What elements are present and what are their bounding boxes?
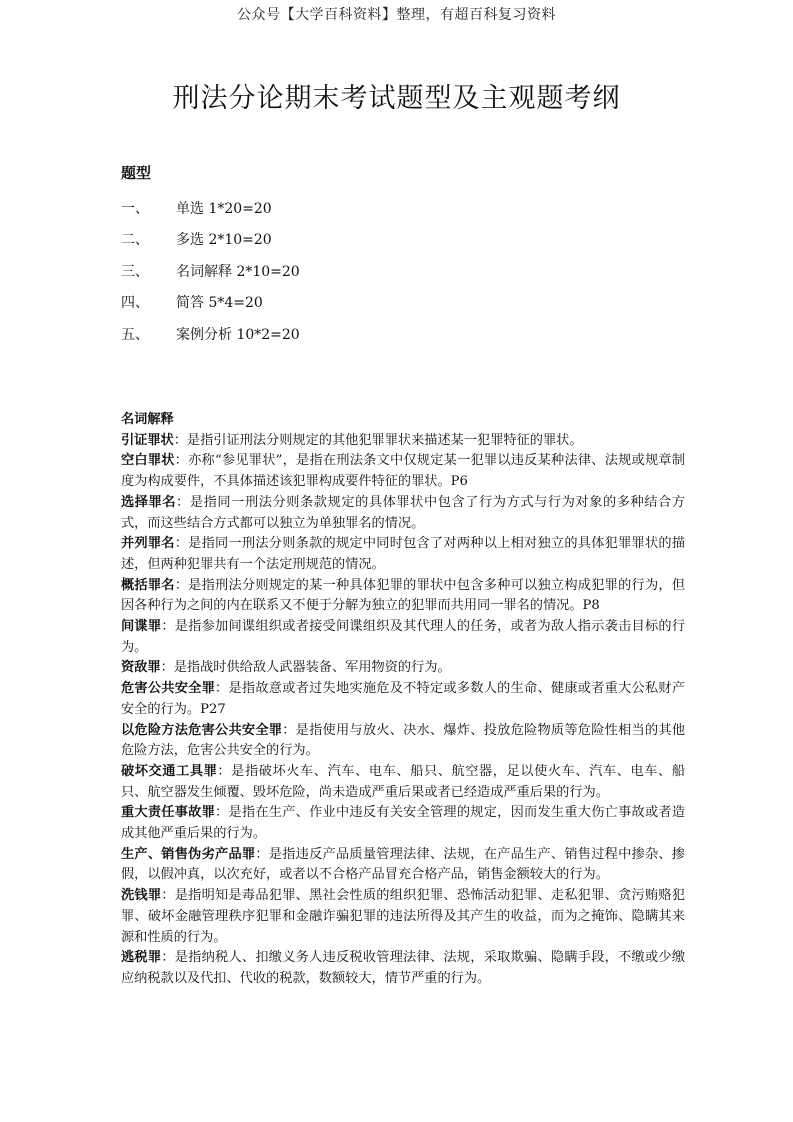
question-type-text: 简答 5*4=20 bbox=[176, 295, 263, 312]
question-types-heading: 题型 bbox=[121, 164, 152, 182]
question-type-text: 单选 1*20=20 bbox=[176, 200, 272, 217]
definition-item bbox=[121, 576, 685, 617]
page-title: 刑法分论期末考试题型及主观题考纲 bbox=[172, 83, 621, 114]
definitions-section bbox=[121, 410, 685, 990]
question-type-item bbox=[121, 287, 681, 319]
question-type-number: 一、 bbox=[121, 200, 149, 217]
definition-item bbox=[121, 534, 685, 575]
definition-item bbox=[121, 845, 685, 886]
definition-term: 概括罪名 bbox=[121, 577, 175, 593]
definitions-heading: 名词解释 bbox=[121, 412, 174, 427]
definition-term: 重大责任事故罪 bbox=[121, 805, 216, 821]
question-type-text: 案例分析 10*2=20 bbox=[176, 326, 300, 343]
definition-text: ：是指战时供给敌人武器装备、军用物资的行为。 bbox=[160, 660, 451, 676]
definition-text: ：是指故意或者过失地实施危及不特定或多数人的生命、健康或者重大公私财产安全的行为。P27 bbox=[121, 681, 686, 717]
definition-term: 以危险方法危害公共安全罪 bbox=[121, 722, 283, 738]
definition-term: 选择罪名 bbox=[121, 494, 177, 510]
question-type-number: 四、 bbox=[121, 295, 149, 312]
definition-item bbox=[121, 679, 685, 720]
definition-item bbox=[121, 658, 685, 679]
definition-text: ：是指参加间谍组织或者接受间谍组织及其代理人的任务，或者为敌人指示袭击目标的行为。 bbox=[121, 619, 686, 655]
page-header: 公众号【大学百科资料】整理，有超百科复习资料 bbox=[237, 7, 556, 23]
question-type-number: 三、 bbox=[121, 263, 149, 280]
definition-text: ：是指引证刑法分则规定的其他犯罪罪状来描述某一犯罪特征的罪状。 bbox=[173, 432, 583, 448]
definition-item bbox=[121, 721, 685, 762]
definition-text: ：是指明知是毒品犯罪、黑社会性质的组织犯罪、恐怖活动犯罪、走私犯罪、贪污贿赂犯罪、破坏金融管理秩序犯罪和金融诈骗犯罪的违法所得及其产生的收益，而为之掩饰、隐瞒其来源和性质的行为。 bbox=[121, 888, 686, 945]
definition-item bbox=[121, 886, 685, 948]
definition-text: ：是指纳税人、扣缴义务人违反税收管理法律、法规，采取欺骗、隐瞒手段，不缴或少缴应纳税款以及代扣、代收的税款，数额较大，情节严重的行为。 bbox=[121, 950, 686, 986]
definition-term: 逃税罪 bbox=[121, 950, 162, 966]
definition-term: 资敌罪 bbox=[121, 660, 161, 676]
definition-term: 洗钱罪 bbox=[121, 888, 162, 904]
definition-text: ：是指违反产品质量管理法律、法规，在产品生产、销售过程中掺杂、掺假，以假冲真，以次充好，或者以不合格产品冒充合格产品，销售金额较大的行为。 bbox=[121, 846, 685, 883]
definition-item bbox=[121, 948, 685, 989]
question-type-number: 五、 bbox=[121, 326, 149, 343]
definition-term: 危害公共安全罪 bbox=[121, 681, 216, 697]
definition-item bbox=[121, 803, 685, 844]
definition-text: ：是指刑法分则规定的某一种具体犯罪的罪状中包含多种可以独立构成犯罪的行为，但因各种行为之间的内在联系又不便于分解为独立的犯罪而共用同一罪名的情况。P8 bbox=[121, 577, 686, 614]
question-type-item bbox=[121, 318, 681, 350]
definition-item bbox=[121, 493, 685, 534]
definition-item bbox=[121, 762, 685, 803]
question-type-text: 名词解释 2*10=20 bbox=[176, 263, 300, 280]
question-type-text: 多选 2*10=20 bbox=[176, 232, 272, 249]
definition-term: 引证罪状 bbox=[121, 432, 174, 448]
definition-item bbox=[121, 431, 685, 452]
definition-term: 并列罪名 bbox=[121, 536, 175, 552]
definition-term: 破坏交通工具罪 bbox=[121, 763, 218, 779]
definition-item bbox=[121, 617, 685, 658]
definition-text: ：是指同一刑法分则条款规定的具体罪状中包含了行为方式与行为对象的多种结合方式，而这些结合方式都可以独立为单独罪名的情况。 bbox=[121, 494, 686, 531]
definition-text: ：是指使用与放火、决水、爆炸、投放危险物质等危险性相当的其他危险方法，危害公共安全的行为。 bbox=[121, 722, 686, 759]
definition-term: 空白罪状 bbox=[121, 453, 175, 469]
question-type-item bbox=[121, 224, 681, 256]
question-type-number: 二、 bbox=[121, 232, 149, 249]
definition-text: ：是指在生产、作业中违反有关安全管理的规定，因而发生重大伤亡事故或者造成其他严重后果的行为。 bbox=[121, 805, 686, 842]
question-type-item bbox=[121, 255, 681, 287]
definition-item bbox=[121, 451, 685, 492]
definition-term: 间谍罪 bbox=[121, 619, 162, 635]
definition-text: ：亦称“参见罪状”，是指在刑法条文中仅规定某一犯罪以违反某种法律、法规或规章制度为构成要件，不具体描述该犯罪构成要件特征的罪状。P6 bbox=[121, 453, 685, 490]
definition-text: ：是指同一刑法分则条款的规定中同时包含了对两种以上相对独立的具体犯罪罪状的描述，但两种犯罪共有一个法定刑规范的情况。 bbox=[121, 536, 686, 572]
question-types-list bbox=[121, 192, 681, 350]
definition-term: 生产、销售伪劣产品罪 bbox=[121, 846, 256, 862]
definition-text: ：是指破坏火车、汽车、电车、船只、航空器，足以使火车、汽车、电车、船只、航空器发生倾覆、毁坏危险，尚未造成严重后果或者已经造成严重后果的行为。 bbox=[121, 763, 686, 800]
question-type-item bbox=[121, 192, 681, 224]
